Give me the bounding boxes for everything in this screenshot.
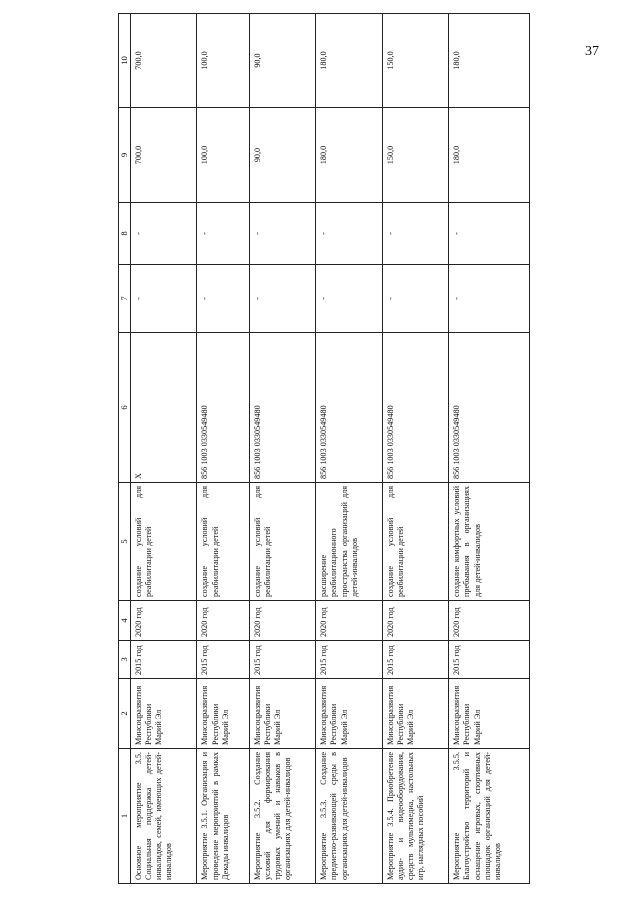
- value-col-9: 150,0: [382, 108, 449, 203]
- executor: Минсоцразвития Республики Марий Эл: [249, 679, 316, 749]
- rotated-table-wrapper: [118, 14, 530, 884]
- end-year: 2020 год: [382, 601, 449, 641]
- expected-result: создание условий для реабилитации детей: [382, 483, 449, 601]
- value-col-8: -: [130, 203, 197, 265]
- value-col-8: -: [382, 203, 449, 265]
- value-col-10: 700,0: [130, 14, 197, 108]
- end-year: 2020 год: [197, 601, 249, 641]
- expected-result: создание условий для реабилитации детей: [249, 483, 316, 601]
- expected-result: создание условий для реабилитации детей: [197, 483, 249, 601]
- budget-code: 856 1003 0330549480: [249, 333, 316, 483]
- column-header-3: 3: [119, 641, 131, 679]
- activity-name: Мероприятие 3.5.2. Создание условий для формирования трудовых умений и навыков в организациях для детей-инвалидов: [249, 749, 316, 884]
- activity-name: Мероприятие 3.5.5. Благоустройство территорий и оснащение игровых, спортивных площадок организаций для детей-инвалидов: [449, 749, 530, 884]
- table-row: [249, 14, 316, 884]
- column-header-4: 4: [119, 601, 131, 641]
- value-col-7: -: [382, 265, 449, 333]
- page-number: 37: [585, 44, 599, 59]
- budget-code: 856 1003 0330549480: [316, 333, 383, 483]
- expected-result: создание комфортных условий пребывания в организациях для детей-инвалидов: [449, 483, 530, 601]
- table-row: [316, 14, 383, 884]
- start-year: 2015 год: [197, 641, 249, 679]
- column-header-10: 10: [119, 14, 131, 108]
- value-col-8: -: [197, 203, 249, 265]
- budget-code: 856 1003 0330549480: [449, 333, 530, 483]
- column-header-7: 7: [119, 265, 131, 333]
- executor: Минсоцразвития Республики Марий Эл: [197, 679, 249, 749]
- budget-code: 856 1003 0330549480: [382, 333, 449, 483]
- end-year: 2020 год: [449, 601, 530, 641]
- column-header-2: 2: [119, 679, 131, 749]
- expected-result: расширение реабилитационного пространства организаций для детей-инвалидов: [316, 483, 383, 601]
- expected-result: создание условий для реабилитации детей: [130, 483, 197, 601]
- end-year: 2020 год: [316, 601, 383, 641]
- activity-name: Мероприятие 3.5.3. Создание предметно-развивающей среды в организациях для детей-инвалидов: [316, 749, 383, 884]
- column-header-5: 5: [119, 483, 131, 601]
- value-col-7: -: [316, 265, 383, 333]
- column-header-1: 1: [119, 749, 131, 884]
- table-row: [197, 14, 249, 884]
- activity-name: Мероприятие 3.5.4. Приобретение аудио- и видеооборудования, средств мультимедиа, настольных игр, наглядных пособий: [382, 749, 449, 884]
- executor: Минсоцразвития Республики Марий Эл: [382, 679, 449, 749]
- value-col-7: -: [249, 265, 316, 333]
- value-col-7: -: [197, 265, 249, 333]
- start-year: 2015 год: [249, 641, 316, 679]
- activity-name: Основное мероприятие 3.5. Социальная поддержка детей-инвалидов, семей, имеющих детей-инвалидов: [130, 749, 197, 884]
- column-header-9: 9: [119, 108, 131, 203]
- column-header-6: 6: [119, 333, 131, 483]
- budget-code: Х: [130, 333, 197, 483]
- value-col-9: 90,0: [249, 108, 316, 203]
- value-col-7: -: [130, 265, 197, 333]
- end-year: 2020 год: [249, 601, 316, 641]
- value-col-9: 100,0: [197, 108, 249, 203]
- executor: Минсоцразвития Республики Марий Эл: [316, 679, 383, 749]
- executor: Минсоцразвития Республики Марий Эл: [130, 679, 197, 749]
- value-col-8: -: [249, 203, 316, 265]
- value-col-8: -: [316, 203, 383, 265]
- start-year: 2015 год: [382, 641, 449, 679]
- activity-name: Мероприятие 3.5.1. Организация и проведение мероприятий в рамках Декады инвалидов: [197, 749, 249, 884]
- value-col-10: 100,0: [197, 14, 249, 108]
- table-row: [382, 14, 449, 884]
- column-header-8: 8: [119, 203, 131, 265]
- start-year: 2015 год: [130, 641, 197, 679]
- table-row: [449, 14, 530, 884]
- start-year: 2015 год: [449, 641, 530, 679]
- table-row: [130, 14, 197, 884]
- budget-code: 856 1003 0330549480: [197, 333, 249, 483]
- start-year: 2015 год: [316, 641, 383, 679]
- value-col-10: 150,0: [382, 14, 449, 108]
- value-col-9: 700,0: [130, 108, 197, 203]
- value-col-10: 90,0: [249, 14, 316, 108]
- value-col-8: -: [449, 203, 530, 265]
- program-activities-table: [118, 13, 530, 884]
- value-col-7: -: [449, 265, 530, 333]
- value-col-10: 180,0: [316, 14, 383, 108]
- end-year: 2020 год: [130, 601, 197, 641]
- table-header-row: [119, 14, 131, 884]
- value-col-9: 180,0: [316, 108, 383, 203]
- value-col-10: 180,0: [449, 14, 530, 108]
- executor: Минсоцразвития Республики Марий Эл: [449, 679, 530, 749]
- value-col-9: 180,0: [449, 108, 530, 203]
